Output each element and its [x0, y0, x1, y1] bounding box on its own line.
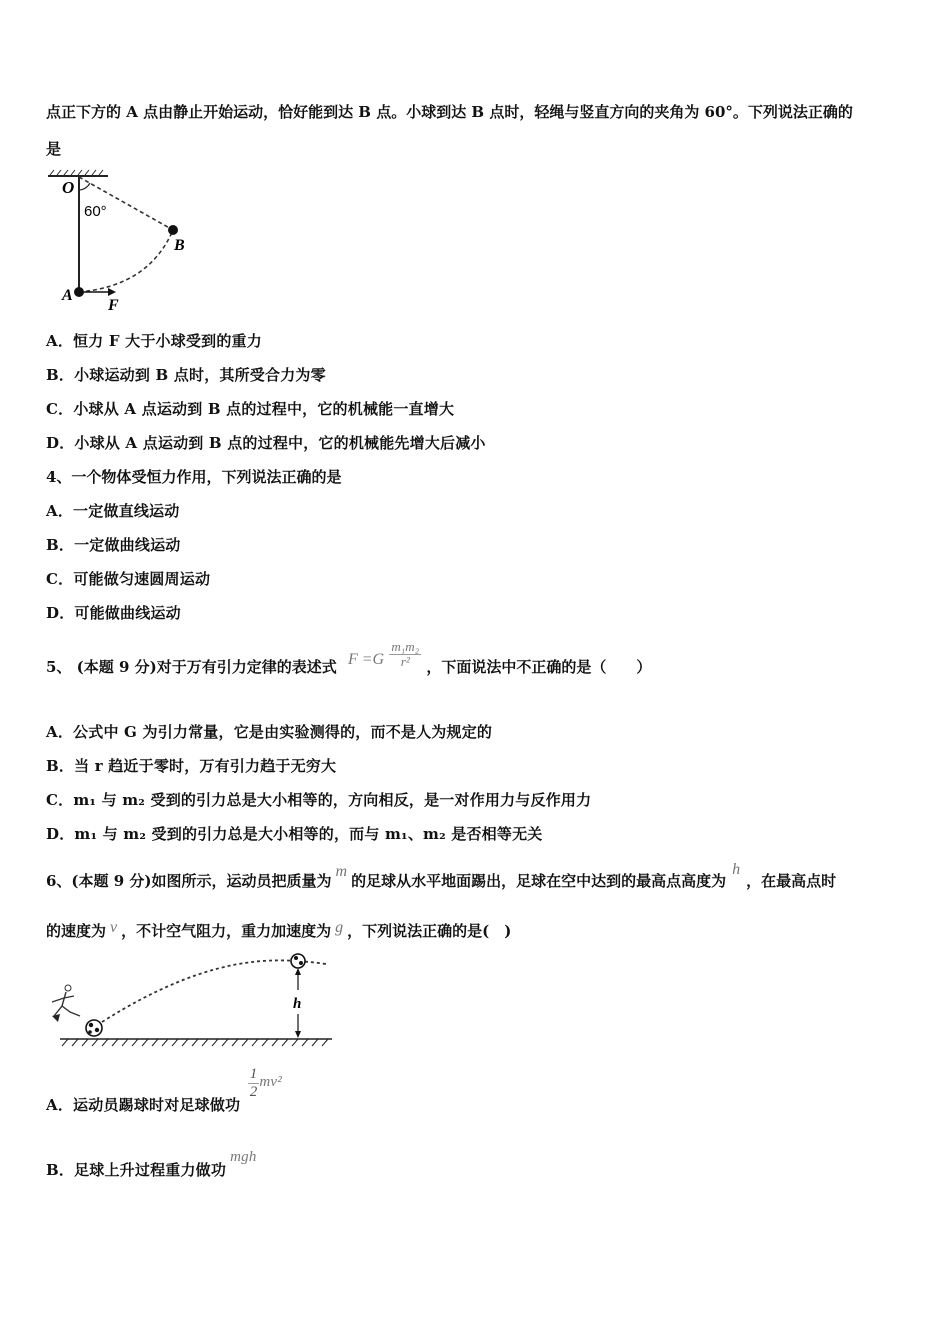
q6-option-b: [46, 1146, 257, 1186]
q3-option-d: D．小球从 A 点运动到 B 点的过程中，它的机械能先增大后减小: [46, 434, 486, 452]
q6-option-a: [46, 1066, 282, 1116]
label-a: A: [62, 287, 73, 304]
q6-stem-a: 6、(本题 9 分)如图所示，运动员把质量为: [46, 872, 332, 890]
q6-option-a-text: A．运动员踢球时对足球做功: [46, 1095, 241, 1114]
player-figure: [52, 985, 80, 1022]
q6-option-a-den: 2: [249, 1084, 258, 1100]
ceiling-hatch: [50, 170, 103, 175]
q5-formula-fraction: [389, 640, 421, 669]
q4-option-a: A．一定做直线运动: [46, 502, 180, 520]
q4-option-b: B．一定做曲线运动: [46, 536, 181, 554]
q6-stem-f: ，下列说法正确的是( ): [347, 922, 512, 940]
q6-var-v: v: [110, 919, 118, 936]
q4-option-c: C．可能做匀速圆周运动: [46, 570, 211, 588]
q3-option-c: C．小球从 A 点运动到 B 点的过程中，它的机械能一直增大: [46, 400, 455, 418]
ground-hatch: [62, 1039, 328, 1046]
q3-intro-line1: 点正下方的 A 点由静止开始运动，恰好能到达 B 点。小球到达 B 点时，轻绳与竖直方向的夹角为 60°。下列说法正确的: [46, 103, 853, 121]
q5-option-d: D．m₁ 与 m₂ 受到的引力总是大小相等的，而与 m₁、m₂ 是否相等无关: [46, 825, 543, 843]
label-h: h: [293, 996, 302, 1012]
q6-var-m: m: [335, 863, 348, 880]
pendulum-figure: [44, 168, 204, 316]
label-angle: 60°: [84, 203, 107, 220]
q6-option-b-text: B．足球上升过程重力做功: [46, 1161, 227, 1179]
q5-stem-post: ，下面说法中不正确的是（ ）: [426, 658, 652, 676]
q3-option-b: B．小球运动到 B 点时，其所受合力为零: [46, 366, 326, 384]
q5-formula-num: m₁m₂: [391, 639, 420, 654]
q5-option-b: B．当 r 趋近于零时，万有引力趋于无穷大: [46, 757, 337, 775]
q6-stem-e: ，不计空气阻力，重力加速度为: [121, 922, 332, 940]
q6-option-a-expr: mv²: [259, 1073, 282, 1090]
q5-stem: [46, 640, 651, 680]
force-arrowhead: [108, 288, 116, 296]
trajectory-arc: [79, 230, 173, 292]
q6-option-a-num: 1: [249, 1066, 258, 1082]
football-figure: [44, 950, 340, 1050]
ball-ground: [86, 1020, 102, 1036]
q5-stem-pre: 5、 (本题 9 分)对于万有引力定律的表述式: [46, 658, 337, 676]
angle-arc: [79, 183, 90, 190]
q4-option-d: D．可能做曲线运动: [46, 604, 181, 622]
ball-b: [168, 225, 178, 235]
q6-stem-line2: [46, 921, 511, 942]
q4-stem: 4、一个物体受恒力作用，下列说法正确的是: [46, 468, 342, 486]
q6-stem-c: ，在最高点时: [746, 872, 837, 890]
q5-formula-lhs: F =G: [347, 651, 385, 668]
label-o: O: [62, 178, 75, 197]
q5-formula-den: r²: [400, 654, 410, 669]
q5-option-c: C．m₁ 与 m₂ 受到的引力总是大小相等的，方向相反，是一对作用力与反作用力: [46, 791, 592, 809]
label-f: F: [108, 297, 119, 314]
q6-stem-b: 的足球从水平地面踢出，足球在空中达到的最高点高度为: [351, 872, 727, 890]
q6-var-h: h: [732, 861, 741, 878]
ball-top: [291, 954, 305, 968]
q6-stem-line1: [46, 861, 837, 892]
q6-stem-d: 的速度为: [46, 922, 107, 940]
label-b: B: [174, 237, 185, 254]
q6-var-g: g: [335, 919, 344, 936]
q6-option-b-expr: mgh: [230, 1149, 257, 1165]
q3-option-a: A．恒力 F 大于小球受到的重力: [46, 332, 262, 350]
trajectory-path: [102, 960, 326, 1022]
q5-option-a: A．公式中 G 为引力常量，它是由实验测得的，而不是人为规定的: [46, 723, 493, 741]
q6-option-a-fraction: [248, 1066, 260, 1101]
q3-intro-line2: 是: [46, 140, 62, 158]
